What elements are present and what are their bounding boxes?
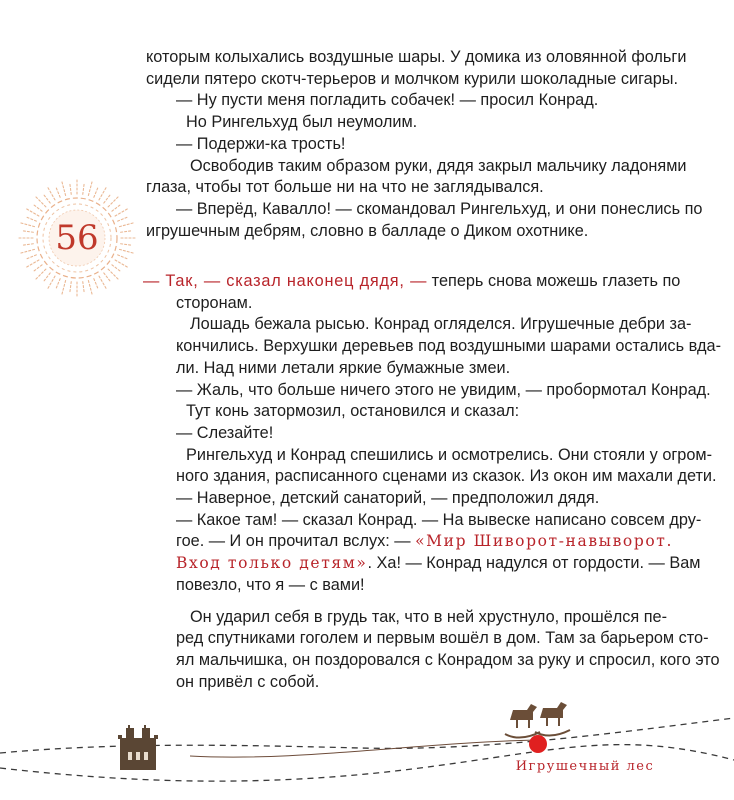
text-line: Лошадь бежала рысью. Конрад огляделся. Игрушечные дебри за- bbox=[190, 315, 692, 334]
text-line: повезло, что я — с вами! bbox=[176, 575, 365, 594]
text-line: Тут конь затормозил, остановился и сказал: bbox=[186, 402, 520, 421]
text-line: Но Рингельхуд был неумолим. bbox=[186, 113, 418, 132]
footer-illustration bbox=[0, 690, 734, 800]
sign-text-1: «Мир Шиворот-навыворот. bbox=[415, 532, 674, 551]
text-line: ял мальчишка, он поздоровался с Конрадом за руку и спросил, кого это bbox=[176, 650, 720, 669]
text-line: он привёл с собой. bbox=[176, 672, 320, 691]
sign-line-2: Вход только детям». Ха! — Конрад надулся от гордости. — Вам bbox=[176, 554, 701, 573]
text-line: игрушечным дебрям, словно в балладе о Диком охотнике. bbox=[146, 221, 589, 240]
rocking-horse-icon bbox=[505, 702, 570, 738]
sign-text-2: Вход только детям» bbox=[176, 554, 368, 573]
text-line: — Ну пусти меня погладить собачек! — просил Конрад. bbox=[176, 91, 599, 110]
text-line: — Подержи-ка трость! bbox=[176, 134, 346, 153]
text-line: сторонам. bbox=[176, 293, 253, 312]
text-section-1 bbox=[146, 47, 703, 242]
lead-red-text: — Так, — сказал наконец дядя, — bbox=[143, 272, 428, 290]
sign-line-1: гое. — И он прочитал вслух: — «Мир Шиворот-навыворот. bbox=[176, 532, 674, 551]
text-line: — Какое там! — сказал Конрад. — На вывеске написано совсем дру- bbox=[176, 510, 702, 529]
text-line: которым колыхались воздушные шары. У домика из оловянной фольги bbox=[146, 48, 687, 66]
text-line: Освободив таким образом руки, дядя закрыл мальчику ладонями bbox=[190, 156, 687, 175]
castle-icon bbox=[118, 725, 158, 770]
text-line: глаза, чтобы тот больше ни на что не заглядывался. bbox=[146, 178, 544, 197]
text-section-2 bbox=[143, 271, 722, 693]
text-line: ред спутниками гоголем и первым вошёл в дом. Там за барьером сто- bbox=[176, 629, 709, 648]
page-number-ornament bbox=[15, 176, 139, 300]
text-line: сидели пятеро скотч-терьеров и молчком курили шоколадные сигары. bbox=[146, 69, 679, 88]
text-line: Он ударил себя в грудь так, что в ней хрустнуло, прошёлся пе- bbox=[190, 607, 668, 626]
text-line: ного здания, расписанного сценами из сказок. Из окон им махали дети. bbox=[176, 467, 717, 486]
page-number: 56 bbox=[55, 218, 99, 258]
text-line: Рингельхуд и Конрад спешились и осмотрелись. Они стояли у огром- bbox=[186, 445, 713, 464]
footer-title: Игрушечный лес bbox=[515, 759, 655, 774]
dashed-path-upper bbox=[0, 718, 734, 753]
red-ball-icon bbox=[529, 735, 547, 753]
text-line: — Жаль, что больше ничего этого не увидим, — пробормотал Конрад. bbox=[176, 380, 711, 399]
section-lead-line bbox=[143, 271, 691, 293]
text-line: — Наверное, детский санаторий, — предположил дядя. bbox=[176, 489, 600, 508]
text-line: — Вперёд, Кавалло! — скомандовал Рингельхуд, и они понеслись по bbox=[176, 199, 703, 218]
text-line: ли. Над ними летали яркие бумажные змеи. bbox=[176, 358, 511, 377]
text-line: кончились. Верхушки деревьев под воздушными шарами остались вда- bbox=[176, 337, 722, 356]
lead-rest-text: теперь снова можешь глазеть по bbox=[427, 272, 681, 290]
text-line: — Слезайте! bbox=[176, 423, 274, 442]
